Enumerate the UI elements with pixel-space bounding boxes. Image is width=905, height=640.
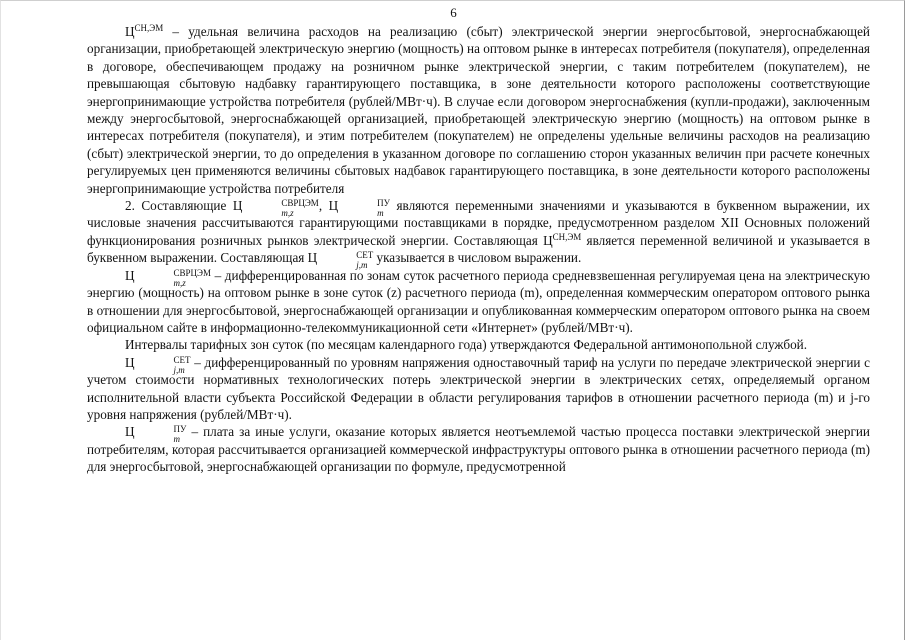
paragraph-svrcem-definition <box>87 267 870 337</box>
symbol-c-set-jm-2: Ц СЕТ j,m <box>125 354 191 375</box>
symbol-c-pu-m: Ц ПУ m <box>328 198 390 219</box>
paragraph-text: – дифференцированный по уровням напряжения одноставочный тариф на услуги по передаче электрической энергии с учетом стоимости нормативных технологических потерь электрической энергии в электрических сетях, определяемый органом исполнительной власти субъекта Российской Федерации в области регулирования тарифов в отношении расчетного периода (m) и j-го уровня напряжения (рублей/МВт·ч). <box>87 354 870 422</box>
paragraph-components: 2. Составляющие Ц СВРЦЭМ m,z , Ц ПУ m являются переменными значениями и указываются в буквенном выражении, их числовые значения рассчитываются гарантирующими поставщиками в порядке, предусмотренном разделом XII Основных положений функционирования розничных рынков электрической энергии. Составляющая $Ц^{СН,ЭМ}$ является переменной величиной и указывается в буквенном выражении. Составляющая Ц СЕТ j,m указывается в числовом выражении. <box>87 198 871 271</box>
document-body <box>87 23 870 476</box>
symbol-c-pu-m-2: Ц ПУ m <box>125 424 187 445</box>
paragraph-pu-definition <box>87 423 870 475</box>
symbol-c-set-jm: Ц СЕТ j,m <box>307 250 374 271</box>
symbol-c-sn-em-2: $Ц^{СН,ЭМ}$ <box>543 231 582 248</box>
page-number: 6 <box>450 5 457 20</box>
symbol-c-sn-em: $Ц^{СН,ЭМ}$ <box>125 23 164 39</box>
symbol-c-svrcem-mz-2: Ц СВРЦЭМ m,z <box>125 267 211 288</box>
paragraph-sn-em-definition <box>87 23 870 197</box>
paragraph-text: – дифференцированная по зонам суток расчетного периода средневзвешенная регулируемая цена на электрическую энергию (мощность) на оптовом рынке в зоне суток (z) расчетного периода (m), определенная коммерческим оператором оптового рынка в отношении для энергосбытовой, энергоснабжающей организации и опубликованная коммерческим оператором оптового рынка на своем официальном сайте в информационно-телекоммуникационной сети «Интернет» (рублей/МВт·ч). <box>87 267 870 335</box>
paragraph-text: – плата за иные услуги, оказание которых является неотъемлемой частью процесса поставки электрической энергии потребителям, которая рассчитывается организацией коммерческой инфраструктуры оптового рынка в отношении расчетного периода (m) для энергосбытовой, энергоснабжающей организации по формуле, предусмотренной <box>87 424 870 475</box>
paragraph-text: – удельная величина расходов на реализацию (сбыт) электрической энергии энергосбытовой, энергоснабжающей организации, приобретающей электрическую энергию (мощность) на оптовом рынке в интересах потребителя (покупателя), определенная в договоре, обеспечивающем продажу на розничном рынке электрической энергии, с таким потребителем (покупателем), не превышающая сбытовую надбавку гарантирующего поставщика, в зоне деятельности которого расположены соответствующие энергопринимающие устройства потребителя (рублей/МВт·ч). В случае если договором энергоснабжения (купли-продажи), заключенным между энергосбытовой, энергоснабжающей организацией, приобретающей электрическую энергию (мощность) на оптовом рынке в интересах потребителя (покупателя), и этим потребителем (покупателем) не определены удельные величины расходов на реализацию (сбыт) электрической энергии, то до определения в указанном договоре по соглашению сторон указанных величин при расчете конечных регулируемых цен применяются величины сбытовых надбавок гарантирующего поставщика, в зоне деятельности которого расположены энергопринимающие устройства потребителя <box>87 24 870 196</box>
paragraph-tariff-intervals: Интервалы тарифных зон суток (по месяцам календарного года) утверждаются Федеральной антимонопольной службой. <box>125 337 808 353</box>
symbol-c-svrcem-mz: Ц СВРЦЭМ m,z <box>232 198 319 219</box>
paragraph-set-definition <box>87 354 870 424</box>
